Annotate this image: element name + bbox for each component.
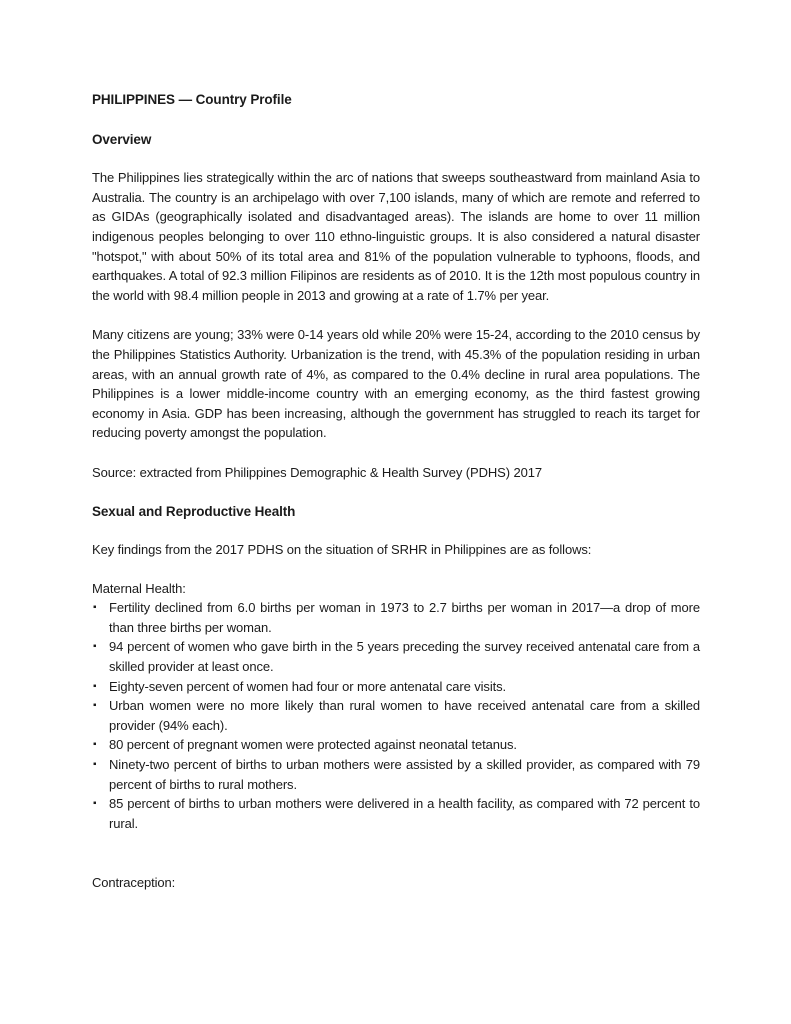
bullet-item-antenatal-care-once bbox=[92, 637, 700, 676]
square-bullet-icon: ▪ bbox=[93, 602, 97, 614]
contraception-label: Contraception: bbox=[92, 875, 176, 891]
maternal-health-label: Maternal Health: bbox=[92, 580, 186, 596]
bullet-item-skilled-provider-births bbox=[92, 755, 700, 794]
section-spacer bbox=[92, 833, 700, 873]
section-heading-sexual-reproductive-health: Sexual and Reproductive Health bbox=[92, 503, 296, 519]
bullet-item-fertility-decline bbox=[92, 598, 700, 637]
square-bullet-icon: ▪ bbox=[93, 641, 97, 653]
square-bullet-icon: ▪ bbox=[93, 759, 97, 771]
bullet-text: 80 percent of pregnant women were protected against neonatal tetanus. bbox=[109, 737, 517, 753]
bullet-text: Ninety-two percent of births to urban mothers were assisted by a skilled provider, as compared with 79 percent of births to rural mothers. bbox=[109, 757, 700, 792]
bullet-item-health-facility-births bbox=[92, 794, 700, 833]
bullet-text: Eighty-seven percent of women had four or more antenatal care visits. bbox=[109, 678, 507, 694]
bullet-text: Fertility declined from 6.0 births per woman in 1973 to 2.7 births per woman in 2017—a drop of more than three births per woman. bbox=[109, 600, 700, 635]
square-bullet-icon: ▪ bbox=[93, 680, 97, 692]
bullet-text: 85 percent of births to urban mothers were delivered in a health facility, as compared with 72 percent to rural. bbox=[109, 796, 700, 831]
square-bullet-icon: ▪ bbox=[93, 700, 97, 712]
bullet-item-four-or-more-visits bbox=[92, 677, 700, 697]
source-line: Source: extracted from Philippines Demographic & Health Survey (PDHS) 2017 bbox=[92, 464, 542, 480]
overview-paragraph-2: Many citizens are young; 33% were 0-14 years old while 20% were 15-24, according to the 2010 census by the Philippines Statistics Authority. Urbanization is the trend, with 45.3% of the population residing in urban areas, with an annual growth rate of 4%, as compared to the 0.4% decline in rural area populations. The Philippines is a lower middle-income country with an emerging economy, as the third fastest growing economy in Asia. GDP has been increasing, although the government has struggled to reach its target for reducing poverty amongst the population. bbox=[92, 327, 700, 441]
square-bullet-icon: ▪ bbox=[93, 798, 97, 810]
key-findings-intro: Key findings from the 2017 PDHS on the situation of SRHR in Philippines are as follows: bbox=[92, 542, 592, 558]
bullet-item-neonatal-tetanus bbox=[92, 735, 700, 755]
bullet-text: 94 percent of women who gave birth in the 5 years preceding the survey received antenatal care from a skilled provider at least once. bbox=[109, 639, 700, 675]
bullet-text: Urban women were no more likely than rural women to have received antenatal care from a skilled provider (94% each). bbox=[109, 698, 700, 733]
document-title: PHILIPPINES — Country Profile bbox=[92, 92, 292, 107]
square-bullet-icon: ▪ bbox=[93, 739, 97, 751]
maternal-health-bullet-list bbox=[92, 598, 700, 833]
section-heading-overview: Overview bbox=[92, 131, 152, 147]
overview-paragraph-1: The Philippines lies strategically within the arc of nations that sweeps southeastward from mainland Asia to Australia. The country is an archipelago with over 7,100 islands, many of which are remote and referred to as GIDAs (geographically isolated and disadvantaged areas). The islands are home to over 11 million indigenous peoples belonging to over 110 ethno-linguistic groups. It is also considered a natural disaster "hotspot," with about 50% of its total area and 81% of the population vulnerable to typhoons, floods, and earthquakes. A total of 92.3 million Filipinos are residents as of 2010. It is the 12th most populous country in the world with 98.4 million people in 2013 and growing at a rate of 1.7% per year. bbox=[92, 170, 700, 303]
bullet-item-urban-rural-antenatal bbox=[92, 696, 700, 735]
